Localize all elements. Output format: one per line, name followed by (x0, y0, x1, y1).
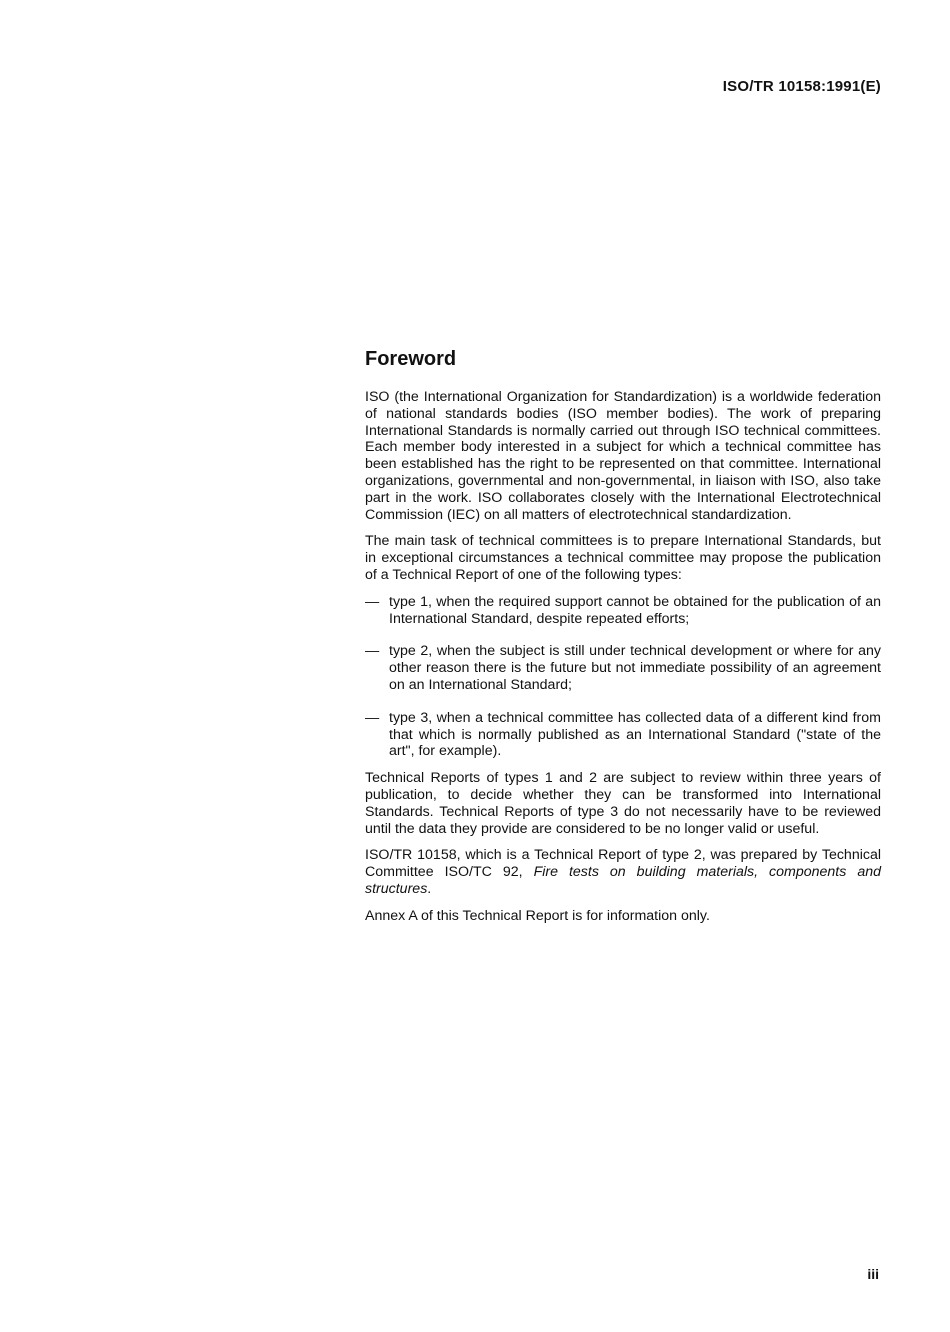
report-types-list (365, 594, 881, 760)
foreword-heading: Foreword (365, 348, 457, 370)
list-item (365, 643, 881, 693)
paragraph-4-suffix: . (427, 880, 432, 897)
foreword-paragraph-1: ISO (the International Organization for Standardization) is a worldwide federation of national standards bodies (ISO member bodies). The work of preparing International Standards is normally carried out through ISO technical committees. Each member body interested in a subject for which a technical committee has been established has the right to be represented on that committee. International organizations, governmental and non-governmental, in liaison with ISO, also take part in the work. ISO collaborates closely with the International Electrotechnical Commission (IEC) on all matters of electrotechnical standardization. (365, 389, 881, 523)
foreword-paragraph-2: The main task of technical committees is to prepare International Standards, but in exceptional circumstances a technical committee may propose the publication of a Technical Report of one of the following types: (365, 533, 881, 583)
foreword-paragraph-3: Technical Reports of types 1 and 2 are subject to review within three years of publication, to decide whether they can be transformed into International Standards. Technical Reports of type 3 do not necessarily have to be reviewed until the data they provide are considered to be no longer valid or useful. (365, 770, 881, 837)
list-item (365, 594, 881, 628)
document-code: ISO/TR 10158:1991(E) (722, 78, 881, 95)
dash-marker: — (365, 709, 380, 726)
foreword-section (365, 346, 881, 935)
paragraph-4-prefix: ISO/TR 10158, which is a Technical Report of type 2, was prepared by Technical Committee ISO/TC 92, (365, 847, 881, 881)
committee-title: Fire tests on building materials, components and structures (365, 864, 881, 897)
list-item (365, 710, 881, 760)
dash-marker: — (365, 593, 380, 610)
page-number: iii (867, 1266, 879, 1282)
list-item-text: type 3, when a technical committee has collected data of a different kind from that which is normally published as an International Standard ("state of the art", for example). (389, 709, 881, 760)
list-item-text: type 1, when the required support cannot be obtained for the publication of an International Standard, despite repeated efforts; (389, 593, 881, 627)
list-item-text: type 2, when the subject is still under technical development or where for any other reason there is the future but not immediate possibility of an agreement on an International Standard; (389, 643, 881, 693)
foreword-paragraph-5: Annex A of this Technical Report is for information only. (365, 907, 710, 924)
foreword-paragraph-4 (365, 847, 881, 897)
dash-marker: — (365, 643, 380, 660)
